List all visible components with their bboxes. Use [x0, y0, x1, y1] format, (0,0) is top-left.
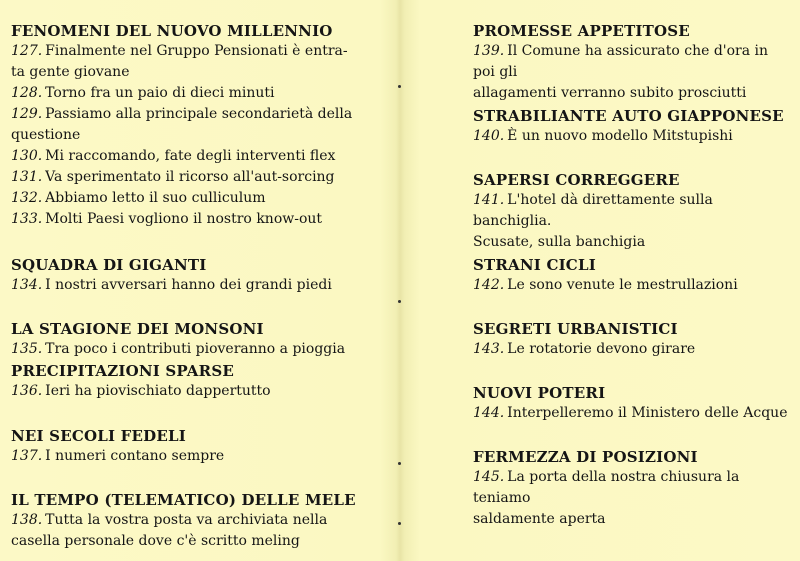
joke-127-cont: ta gente giovane	[11, 64, 130, 80]
joke-136: 136. Ieri ha piovischiato dappertutto	[11, 383, 271, 399]
section-heading: SQUADRA DI GIGANTI	[11, 256, 207, 274]
section-heading: PROMESSE APPETITOSE	[473, 22, 690, 40]
joke-127: 127. Finalmente nel Gruppo Pensionati è entra-	[11, 43, 348, 59]
gutter-mark	[398, 522, 401, 525]
section-heading: FENOMENI DEL NUOVO MILLENNIO	[11, 22, 333, 40]
joke-139: 139. Il Comune ha assicurato che d'ora in poi gli	[473, 43, 769, 80]
joke-129: 129. Passiamo alla principale secondarietà della	[11, 106, 353, 122]
section-heading: SEGRETI URBANISTICI	[473, 320, 678, 338]
joke-141: 141. L'hotel dà direttamente sulla banchiglia.	[473, 192, 713, 229]
joke-138: 138. Tutta la vostra posta va archiviata nella	[11, 512, 328, 528]
section-heading: STRABILIANTE AUTO GIAPPONESE	[473, 107, 784, 125]
section-secoli	[11, 426, 391, 467]
joke-142: 142. Le sono venute le mestrullazioni	[473, 277, 738, 293]
joke-145-cont: saldamente aperta	[473, 511, 606, 527]
section-promesse	[473, 21, 793, 104]
section-auto	[473, 106, 793, 147]
section-fermezza	[473, 447, 793, 530]
section-urbanistici	[473, 319, 793, 360]
section-heading: LA STAGIONE DEI MONSONI	[11, 320, 264, 338]
section-heading: NEI SECOLI FEDELI	[11, 427, 186, 445]
section-monsoni	[11, 319, 391, 360]
section-heading: PRECIPITAZIONI SPARSE	[11, 362, 234, 380]
section-correggere	[473, 170, 793, 253]
right-page	[473, 0, 793, 561]
joke-130: 130. Mi raccomando, fate degli interventi flex	[11, 148, 336, 164]
section-heading: STRANI CICLI	[473, 256, 596, 274]
section-heading: FERMEZZA DI POSIZIONI	[473, 448, 698, 466]
joke-128: 128. Torno fra un paio di dieci minuti	[11, 85, 275, 101]
section-heading: IL TEMPO (TELEMATICO) DELLE MELE	[11, 491, 356, 509]
joke-129-cont: questione	[11, 127, 81, 143]
section-heading: SAPERSI CORREGGERE	[473, 171, 680, 189]
joke-133: 133. Molti Paesi vogliono il nostro know-out	[11, 211, 323, 227]
section-tempo	[11, 490, 391, 552]
section-fenomeni	[11, 21, 391, 230]
section-poteri	[473, 383, 793, 424]
gutter-mark	[398, 85, 401, 88]
gutter-mark	[398, 462, 401, 465]
section-precipitazioni	[11, 361, 391, 402]
joke-131: 131. Va sperimentato il ricorso all'aut-sorcing	[11, 169, 335, 185]
joke-145: 145. La porta della nostra chiusura la teniamo	[473, 469, 740, 506]
joke-134: 134. I nostri avversari hanno dei grandi piedi	[11, 277, 332, 293]
joke-137: 137. I numeri contano sempre	[11, 448, 225, 464]
joke-140: 140. È un nuovo modello Mitstupishi	[473, 128, 733, 144]
joke-135: 135. Tra poco i contributi pioveranno a pioggia	[11, 341, 346, 357]
joke-143: 143. Le rotatorie devono girare	[473, 341, 696, 357]
joke-132: 132. Abbiamo letto il suo culliculum	[11, 190, 266, 206]
section-heading: NUOVI POTERI	[473, 384, 606, 402]
joke-141-cont: Scusate, sulla banchigia	[473, 234, 646, 250]
section-squadra	[11, 255, 391, 296]
gutter-mark	[398, 300, 401, 303]
section-cicli	[473, 255, 793, 296]
left-page	[11, 0, 391, 561]
joke-139-cont: allagamenti verranno subito prosciutti	[473, 85, 747, 101]
joke-138-cont: casella personale dove c'è scritto meling	[11, 533, 300, 549]
joke-144: 144. Interpelleremo il Ministero delle Acque	[473, 405, 788, 421]
